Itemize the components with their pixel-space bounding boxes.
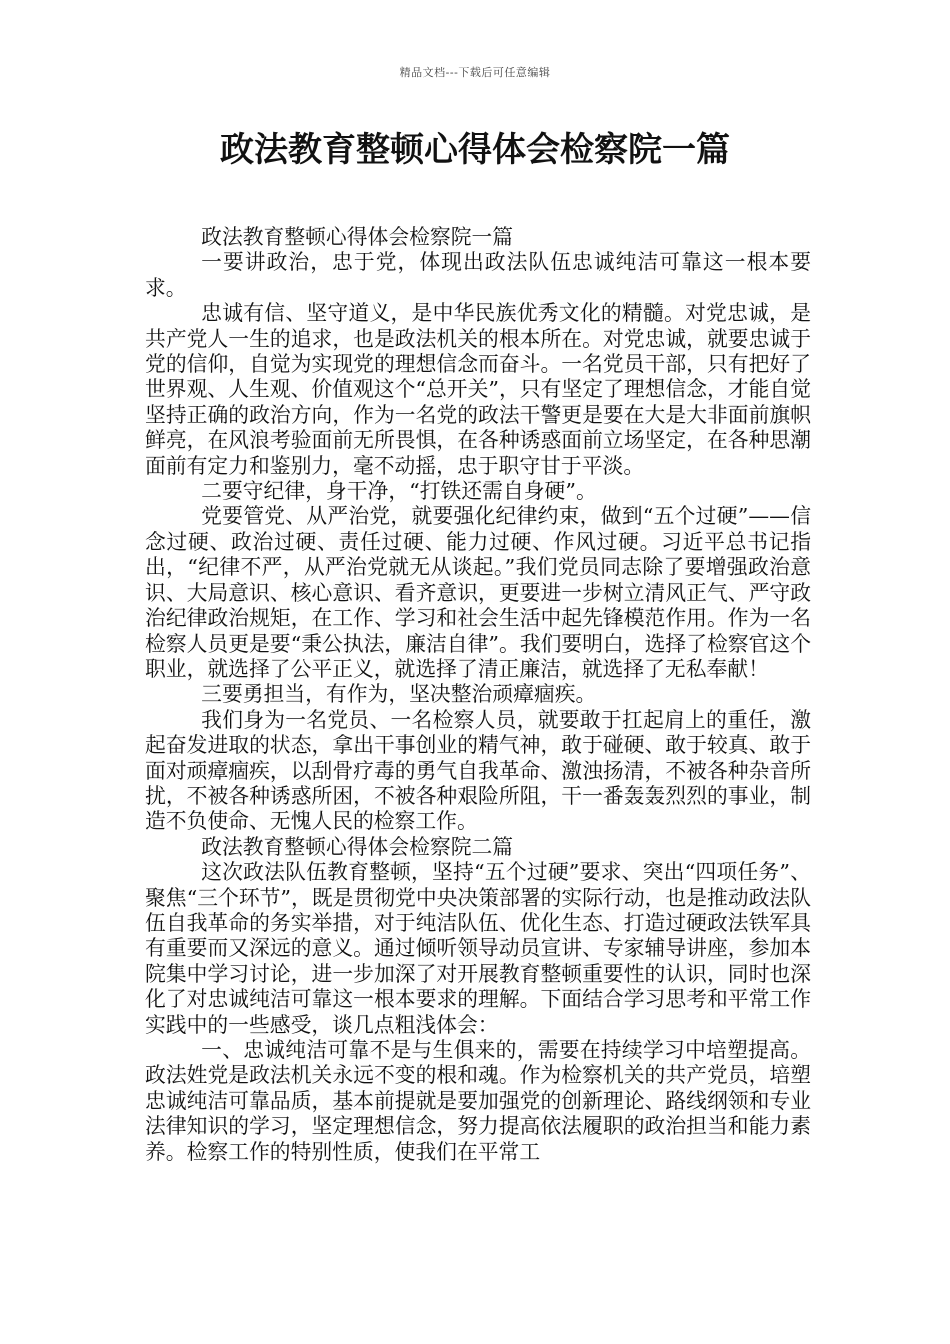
paragraph: 一、忠诚纯洁可靠不是与生俱来的，需要在持续学习中培塑提高。政法姓党是政法机关永远不变的根和魂。作为检察机关的共产党员，培塑忠诚纯洁可靠品质，基本前提就是要加强党的创新理论、路线纲领和专业法律知识的学习，坚定理想信念，努力提高依法履职的政治担当和能力素养。检察工作的特别性质，使我们在平常工 (145, 1038, 811, 1164)
document-body (145, 225, 811, 1165)
paragraph-point-2: 二要守纪律，身干净，“打铁还需自身硬”。 (201, 479, 597, 504)
paragraph-point-1: 一要讲政治，忠于党，体现出政法队伍忠诚纯洁可靠这一根本要求。 (145, 250, 811, 300)
paragraph-subtitle-1: 政法教育整顿心得体会检察院一篇 (201, 225, 514, 249)
paragraph: 我们身为一名党员、一名检察人员，就要敢于扛起肩上的重任，激起奋发进取的状态，拿出干事创业的精气神，敢于碰硬、敢于较真、敢于面对顽瘴痼疾，以刮骨疗毒的勇气自我革命、激浊扬清，不被各种杂音所扰，不被各种诱惑所困，不被各种艰险所阻，干一番轰轰烈烈的事业，制造不负使命、无愧人民的检察工作。 (145, 707, 811, 834)
paragraph: 党要管党、从严治党，就要强化纪律约束，做到“五个过硬”——信念过硬、政治过硬、责任过硬、能力过硬、作风过硬。习近平总书记指出，“纪律不严，从严治党就无从谈起。”我们党员同志除了要增强政治意识、大局意识、核心意识、看齐意识，更要进一步树立清风正气、严守政治纪律政治规矩，在工作、学习和社会生活中起先锋模范作用。作为一名检察人员更是要“秉公执法，廉洁自律”。我们要明白，选择了检察官这个职业，就选择了公平正义，就选择了清正廉洁，就选择了无私奉献！ (145, 504, 811, 681)
page-header-watermark: 精品文档---下载后可任意编辑 (399, 66, 551, 79)
paragraph: 忠诚有信、坚守道义，是中华民族优秀文化的精髓。对党忠诚，是共产党人一生的追求，也是政法机关的根本所在。对党忠诚，就要忠诚于党的信仰，自觉为实现党的理想信念而奋斗。一名党员干部，只有把好了世界观、人生观、价值观这个“总开关”，只有坚定了理想信念，才能自觉坚持正确的政治方向，作为一名党的政法干警更是要在大是大非面前旗帜鲜亮，在风浪考验面前无所畏惧，在各种诱惑面前立场坚定，在各种思潮面前有定力和鉴别力，毫不动摇，忠于职守甘于平淡。 (145, 301, 811, 478)
paragraph-point-3: 三要勇担当，有作为，坚决整治顽瘴痼疾。 (201, 682, 597, 707)
document-title: 政法教育整顿心得体会检察院一篇 (220, 130, 730, 170)
paragraph-subtitle-2: 政法教育整顿心得体会检察院二篇 (201, 834, 514, 859)
paragraph: 这次政法队伍教育整顿，坚持“五个过硬”要求、突出“四项任务”、聚焦“三个环节”，既是贯彻党中央决策部署的实际行动，也是推动政法队伍自我革命的务实举措，对于纯洁队伍、优化生态、打造过硬政法铁军具有重要而又深远的意义。通过倾听领导动员宣讲、专家辅导讲座，参加本院集中学习讨论，进一步加深了对开展教育整顿重要性的认识，同时也深化了对忠诚纯洁可靠这一根本要求的理解。下面结合学习思考和平常工作实践中的一些感受，谈几点粗浅体会： (145, 860, 811, 1037)
